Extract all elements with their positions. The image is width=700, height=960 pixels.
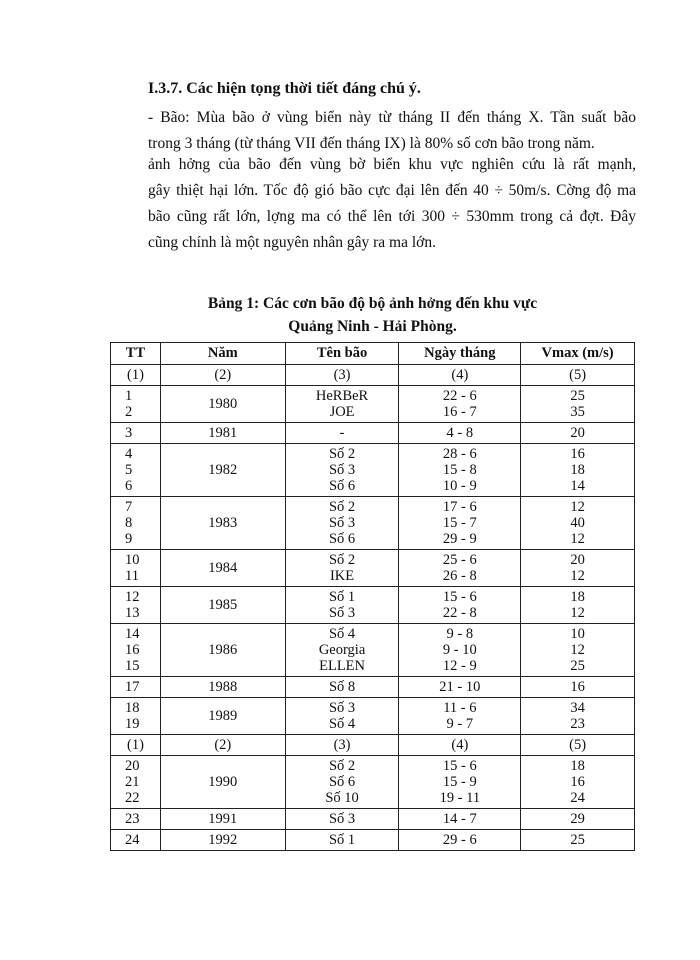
date-cell — [399, 677, 521, 698]
year-cell: 1991 — [160, 809, 285, 830]
vmax-value: 24 — [570, 790, 585, 806]
vmax-cell — [521, 587, 635, 624]
date-value: 14 - 7 — [442, 811, 477, 827]
paragraph-line: gây thiệt hại lớn. Tốc độ gió bão cực đại lên đến 40 ÷ 50m/s. Cờng độ ma — [148, 182, 636, 199]
vmax-value: 10 — [570, 626, 585, 642]
date-cell — [399, 444, 521, 497]
paragraph-line: - Bão: Mùa bão ở vùng biển này từ tháng II đến tháng X. Tần suất bão — [148, 109, 636, 126]
storm-name-value: Số 3 — [328, 462, 356, 478]
year-cell: 1982 — [160, 444, 285, 497]
storm-name-cell — [285, 497, 399, 550]
storm-name-value: Số 3 — [328, 700, 356, 716]
index-cell: (5) — [521, 735, 635, 756]
tt-cell — [111, 423, 161, 444]
vmax-value: 35 — [570, 404, 585, 420]
paragraph-storm-impact — [148, 152, 636, 256]
date-value: 29 - 6 — [442, 832, 477, 848]
vmax-value: 18 — [570, 462, 585, 478]
storm-name-value: Số 2 — [328, 446, 356, 462]
storm-name-value: Số 4 — [328, 716, 356, 732]
header-year: Năm — [160, 343, 285, 365]
year-cell: 1990 — [160, 756, 285, 809]
vmax-value: 29 — [570, 811, 585, 827]
storm-name-value: IKE — [329, 568, 355, 584]
tt-cell — [111, 497, 161, 550]
index-cell: (1) — [111, 735, 161, 756]
storm-name-value: Số 4 — [328, 626, 356, 642]
tt-value: 16 — [125, 642, 140, 658]
paragraph-storm-season — [148, 105, 636, 157]
index-cell: (3) — [285, 365, 399, 386]
vmax-cell — [521, 677, 635, 698]
vmax-value: 12 — [570, 531, 585, 547]
date-cell — [399, 497, 521, 550]
storm-name-cell — [285, 587, 399, 624]
storm-name-value: Số 2 — [328, 758, 356, 774]
date-value: 15 - 7 — [442, 515, 477, 531]
vmax-cell — [521, 624, 635, 677]
tt-value: 11 — [125, 568, 139, 584]
header-date: Ngày tháng — [399, 343, 521, 365]
index-cell: (2) — [160, 735, 285, 756]
vmax-value: 18 — [570, 589, 585, 605]
table-row — [111, 444, 635, 497]
vmax-value: 16 — [570, 679, 585, 695]
index-cell: (4) — [399, 735, 521, 756]
storm-name-value: - — [339, 425, 345, 441]
tt-value: 13 — [125, 605, 140, 621]
vmax-value: 23 — [570, 716, 585, 732]
vmax-value: 12 — [570, 605, 585, 621]
vmax-value: 12 — [570, 499, 585, 515]
storm-name-value: ELLEN — [319, 658, 366, 674]
storm-name-cell — [285, 550, 399, 587]
date-cell — [399, 698, 521, 735]
vmax-cell — [521, 386, 635, 423]
table-row — [111, 624, 635, 677]
section-heading: I.3.7. Các hiện tọng thời tiết đáng chú ý. — [148, 80, 421, 97]
date-value: 21 - 10 — [439, 679, 481, 695]
vmax-value: 20 — [570, 552, 585, 568]
tt-cell — [111, 624, 161, 677]
year-cell: 1981 — [160, 423, 285, 444]
tt-cell — [111, 587, 161, 624]
date-value: 9 - 10 — [442, 642, 477, 658]
date-cell — [399, 830, 521, 851]
vmax-value: 16 — [570, 446, 585, 462]
date-value: 19 - 11 — [439, 790, 481, 806]
vmax-value: 12 — [570, 642, 585, 658]
index-cell: (3) — [285, 735, 399, 756]
date-value: 12 - 9 — [442, 658, 477, 674]
table-row — [111, 550, 635, 587]
year-cell: 1992 — [160, 830, 285, 851]
tt-value: 21 — [125, 774, 140, 790]
storm-table — [110, 342, 635, 851]
date-value: 9 - 7 — [446, 716, 474, 732]
table-body — [111, 365, 635, 851]
vmax-cell — [521, 444, 635, 497]
storm-name-cell — [285, 698, 399, 735]
year-cell: 1984 — [160, 550, 285, 587]
tt-value: 18 — [125, 700, 140, 716]
paragraph-line: cũng chính là một nguyên nhân gây ra ma lớn. — [148, 234, 436, 251]
paragraph-line: ảnh hởng của bão đến vùng bờ biển khu vực nghiên cứu là rất mạnh, — [148, 156, 636, 173]
storm-name-value: Số 3 — [328, 515, 356, 531]
vmax-cell — [521, 809, 635, 830]
storm-name-value: Số 6 — [328, 478, 356, 494]
date-value: 4 - 8 — [446, 425, 474, 441]
vmax-value: 18 — [570, 758, 585, 774]
tt-cell — [111, 386, 161, 423]
storm-name-cell — [285, 423, 399, 444]
date-value: 25 - 6 — [442, 552, 477, 568]
tt-value: 2 — [125, 404, 133, 420]
storm-name-cell — [285, 809, 399, 830]
tt-value: 10 — [125, 552, 140, 568]
header-tt: TT — [111, 343, 161, 365]
storm-name-cell — [285, 677, 399, 698]
storm-name-value: Số 8 — [328, 679, 356, 695]
table-index-row — [111, 735, 635, 756]
date-value: 9 - 8 — [446, 626, 474, 642]
header-vmax: Vmax (m/s) — [521, 343, 635, 365]
tt-value: 9 — [125, 531, 133, 547]
date-cell — [399, 423, 521, 444]
tt-value: 14 — [125, 626, 140, 642]
table-row — [111, 756, 635, 809]
header-storm-name: Tên bão — [285, 343, 399, 365]
date-value: 22 - 6 — [442, 388, 477, 404]
date-value: 16 - 7 — [442, 404, 477, 420]
table-caption-subtitle: Quảng Ninh - Hải Phòng. — [288, 318, 457, 335]
date-value: 15 - 8 — [442, 462, 477, 478]
storm-name-value: Số 6 — [328, 774, 356, 790]
paragraph-line: trong 3 tháng (từ tháng VII đến tháng IX) là 80% số cơn bão trong năm. — [148, 135, 595, 152]
table-row — [111, 677, 635, 698]
date-value: 15 - 6 — [442, 589, 477, 605]
table-row — [111, 386, 635, 423]
vmax-value: 25 — [570, 832, 585, 848]
date-value: 15 - 9 — [442, 774, 477, 790]
index-cell: (4) — [399, 365, 521, 386]
table-row — [111, 698, 635, 735]
date-cell — [399, 587, 521, 624]
storm-name-value: HeRBeR — [315, 388, 369, 404]
table-caption: Bảng 1: Các cơn bão độ bộ ảnh hởng đến khu vực — [207, 295, 538, 312]
table-row — [111, 497, 635, 550]
year-cell: 1989 — [160, 698, 285, 735]
tt-value: 12 — [125, 589, 140, 605]
table-row — [111, 587, 635, 624]
tt-value: 8 — [125, 515, 133, 531]
tt-value: 23 — [125, 811, 140, 827]
paragraph-line: bão cũng rất lớn, lợng ma có thể lên tới 300 ÷ 530mm trong cả đợt. Đây — [148, 208, 636, 225]
table-index-row — [111, 365, 635, 386]
vmax-value: 25 — [570, 658, 585, 674]
date-cell — [399, 624, 521, 677]
table-header-row — [111, 343, 635, 365]
vmax-value: 14 — [570, 478, 585, 494]
date-value: 11 - 6 — [443, 700, 477, 716]
storm-name-value: Số 6 — [328, 531, 356, 547]
year-cell: 1988 — [160, 677, 285, 698]
tt-cell — [111, 809, 161, 830]
vmax-value: 12 — [570, 568, 585, 584]
index-cell: (1) — [111, 365, 161, 386]
storm-name-cell — [285, 756, 399, 809]
tt-value: 7 — [125, 499, 133, 515]
vmax-value: 40 — [570, 515, 585, 531]
index-cell: (5) — [521, 365, 635, 386]
storm-name-cell — [285, 830, 399, 851]
date-value: 17 - 6 — [442, 499, 477, 515]
storm-name-value: Georgia — [318, 642, 366, 658]
storm-name-value: Số 10 — [325, 790, 359, 806]
tt-cell — [111, 698, 161, 735]
vmax-cell — [521, 550, 635, 587]
tt-value: 5 — [125, 462, 133, 478]
year-cell: 1983 — [160, 497, 285, 550]
date-value: 10 - 9 — [442, 478, 477, 494]
date-value: 29 - 9 — [442, 531, 477, 547]
vmax-cell — [521, 497, 635, 550]
date-value: 28 - 6 — [442, 446, 477, 462]
date-cell — [399, 386, 521, 423]
date-value: 15 - 6 — [442, 758, 477, 774]
tt-value: 15 — [125, 658, 140, 674]
storm-name-value: Số 1 — [328, 589, 356, 605]
storm-name-cell — [285, 386, 399, 423]
index-cell: (2) — [160, 365, 285, 386]
vmax-value: 34 — [570, 700, 585, 716]
date-value: 26 - 8 — [442, 568, 477, 584]
tt-value: 19 — [125, 716, 140, 732]
vmax-cell — [521, 830, 635, 851]
vmax-cell — [521, 423, 635, 444]
table-row — [111, 830, 635, 851]
storm-name-value: Số 1 — [328, 832, 356, 848]
storm-name-cell — [285, 444, 399, 497]
date-cell — [399, 756, 521, 809]
storm-name-value: Số 3 — [328, 811, 356, 827]
tt-value: 22 — [125, 790, 140, 806]
table-row — [111, 809, 635, 830]
tt-cell — [111, 677, 161, 698]
vmax-value: 25 — [570, 388, 585, 404]
tt-value: 3 — [125, 425, 133, 441]
tt-cell — [111, 756, 161, 809]
storm-name-cell — [285, 624, 399, 677]
storm-name-value: Số 2 — [328, 499, 356, 515]
storm-name-value: Số 3 — [328, 605, 356, 621]
year-cell: 1985 — [160, 587, 285, 624]
vmax-cell — [521, 756, 635, 809]
vmax-cell — [521, 698, 635, 735]
tt-value: 6 — [125, 478, 133, 494]
year-cell: 1980 — [160, 386, 285, 423]
storm-name-value: Số 2 — [328, 552, 356, 568]
tt-cell — [111, 444, 161, 497]
table-row — [111, 423, 635, 444]
year-cell: 1986 — [160, 624, 285, 677]
date-value: 22 - 8 — [442, 605, 477, 621]
vmax-value: 16 — [570, 774, 585, 790]
tt-value: 20 — [125, 758, 140, 774]
date-cell — [399, 809, 521, 830]
tt-value: 4 — [125, 446, 133, 462]
tt-cell — [111, 830, 161, 851]
tt-value: 24 — [125, 832, 140, 848]
date-cell — [399, 550, 521, 587]
tt-cell — [111, 550, 161, 587]
tt-value: 17 — [125, 679, 140, 695]
tt-value: 1 — [125, 388, 133, 404]
storm-name-value: JOE — [329, 404, 355, 420]
vmax-value: 20 — [570, 425, 585, 441]
